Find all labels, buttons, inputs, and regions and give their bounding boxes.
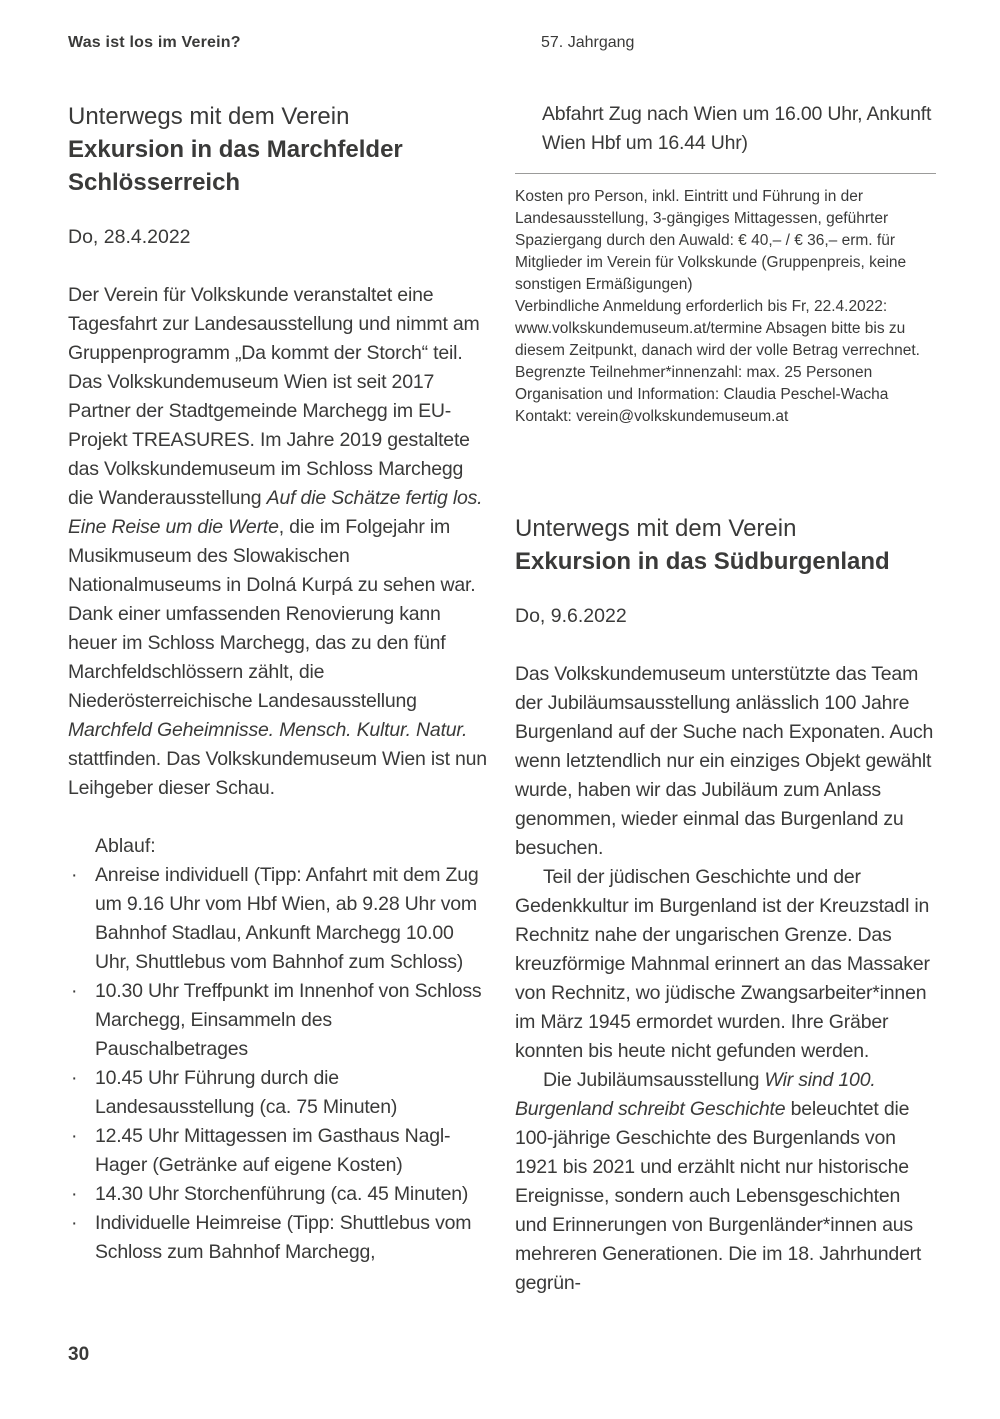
- article-marchfeld: [68, 100, 489, 1267]
- list-item: · 14.30 Uhr Storchenführung (ca. 45 Minuten): [68, 1180, 489, 1209]
- info-line: Begrenzte Teilnehmer*innenzahl: max. 25 Personen: [515, 364, 873, 381]
- article-kicker: Unterwegs mit dem Verein: [515, 515, 797, 542]
- running-header-section: Was ist los im Verein?: [68, 34, 241, 51]
- list-item: · 12.45 Uhr Mittagessen im Gasthaus Nagl-Hager (Getränke auf eigene Kosten): [68, 1122, 489, 1180]
- info-line: Kosten pro Person, inkl. Eintritt und Führung in der Landesausstellung, 3-gängiges Mittagessen, geführter Spaziergang durch den Auwald: € 40,– / € 36,– erm. für Mitglieder im Verein für Volkskunde (Gruppenpreis, keine sonstigen Ermäßigungen): [515, 188, 907, 293]
- divider-rule: [515, 173, 936, 174]
- article-suedburgenland: [515, 512, 936, 1298]
- schedule-continuation: Abfahrt Zug nach Wien um 16.00 Uhr, Ankunft Wien Hbf um 16.44 Uhr): [542, 103, 932, 154]
- article-heading-block: [68, 100, 489, 199]
- running-header-volume: 57. Jahrgang: [541, 34, 635, 51]
- right-column: [515, 100, 936, 1298]
- schedule-label: Ablauf:: [95, 835, 156, 857]
- article-heading-block: [515, 512, 936, 578]
- article-date: Do, 9.6.2022: [515, 605, 627, 627]
- article-title: Exkursion in das Südburgenland: [515, 548, 890, 575]
- schedule-list: [68, 861, 489, 1267]
- page-number: 30: [68, 1344, 90, 1365]
- list-item: · 10.45 Uhr Führung durch die Landesausstellung (ca. 75 Minuten): [68, 1064, 489, 1122]
- article-date: Do, 28.4.2022: [68, 226, 191, 248]
- list-item: · 10.30 Uhr Treffpunkt im Innenhof von Schloss Marchegg, Einsammeln des Pauschalbetrages: [68, 977, 489, 1064]
- article-title: Exkursion in das Marchfelder Schlösserreich: [68, 136, 403, 196]
- article-intro-paragraph: Der Verein für Volkskunde veranstaltet eine Tagesfahrt zur Landesausstellung und nimmt am Gruppenprogramm „Da kommt der Storch“ teil. Das Volkskundemuseum Wien ist seit 2017 Partner der Stadtgemeinde Marchegg im EU-Projekt TREASURES. Im Jahre 2019 gestaltete das Volkskundemuseum im Schloss Marchegg die Wanderausstellung Auf die Schätze fertig los. Eine Reise um die Werte, die im Folgejahr im Musikmuseum des Slowakischen Nationalmuseums in Dolná Kurpá zu sehen war. Dank einer umfassenden Renovierung kann heuer im Schloss Marchegg, das zu den fünf Marchfeldschlössern zählt, die Niederösterreichische Landesausstellung Marchfeld Geheimnisse. Mensch. Kultur. Natur. stattfinden. Das Volkskundemuseum Wien ist nun Leihgeber dieser Schau.: [68, 284, 487, 799]
- info-line: Verbindliche Anmeldung erforderlich bis Fr, 22.4.2022: www.volkskundemuseum.at/termine Absagen bitte bis zu diesem Zeitpunkt, danach wird der volle Betrag verrechnet.: [515, 298, 920, 359]
- list-item: · Anreise individuell (Tipp: Anfahrt mit dem Zug um 9.16 Uhr vom Hbf Wien, ab 9.28 Uhr vom Bahnhof Stadlau, Ankunft Marchegg 10.00 Uhr, Shuttlebus vom Bahnhof zum Schloss): [68, 861, 489, 977]
- article-paragraph: Das Volkskundemuseum unterstützte das Team der Jubiläumsausstellung anlässlich 100 Jahre Burgenland auf der Suche nach Exponaten. Auch wenn letztendlich nur ein einziges Objekt gewählt wurde, haben wir das Jubiläum zum Anlass genommen, wieder einmal das Burgenland zu besuchen.: [515, 663, 934, 859]
- article-paragraph: Die Jubiläumsausstellung Wir sind 100. Burgenland schreibt Geschichte beleuchtet die 100-jährige Geschichte des Burgenlands von 1921 bis 2021 und erzählt nicht nur historische Ereignisse, sondern auch Lebensgeschichten und Erinnerungen von Burgenländer*innen aus mehreren Generationen. Die im 18. Jahrhundert gegrün-: [515, 1069, 922, 1294]
- info-line: Kontakt: verein@volkskundemuseum.at: [515, 408, 789, 425]
- article-kicker: Unterwegs mit dem Verein: [68, 103, 350, 130]
- info-line: Organisation und Information: Claudia Peschel-Wacha: [515, 386, 889, 403]
- list-item: · Individuelle Heimreise (Tipp: Shuttlebus vom Schloss zum Bahnhof Marchegg,: [68, 1209, 489, 1267]
- left-column: [68, 100, 489, 1267]
- article-paragraph: Teil der jüdischen Geschichte und der Gedenkkultur im Burgenland ist der Kreuzstadl in Rechnitz nahe der ungarischen Grenze. Das kreuzförmige Mahnmal erinnert an das Massaker von Rechnitz, wo jüdische Zwangsarbeiter*innen im März 1945 ermordet wurden. Ihre Gräber konnten bis heute nicht gefunden werden.: [515, 866, 930, 1062]
- practical-info-block: [515, 186, 936, 428]
